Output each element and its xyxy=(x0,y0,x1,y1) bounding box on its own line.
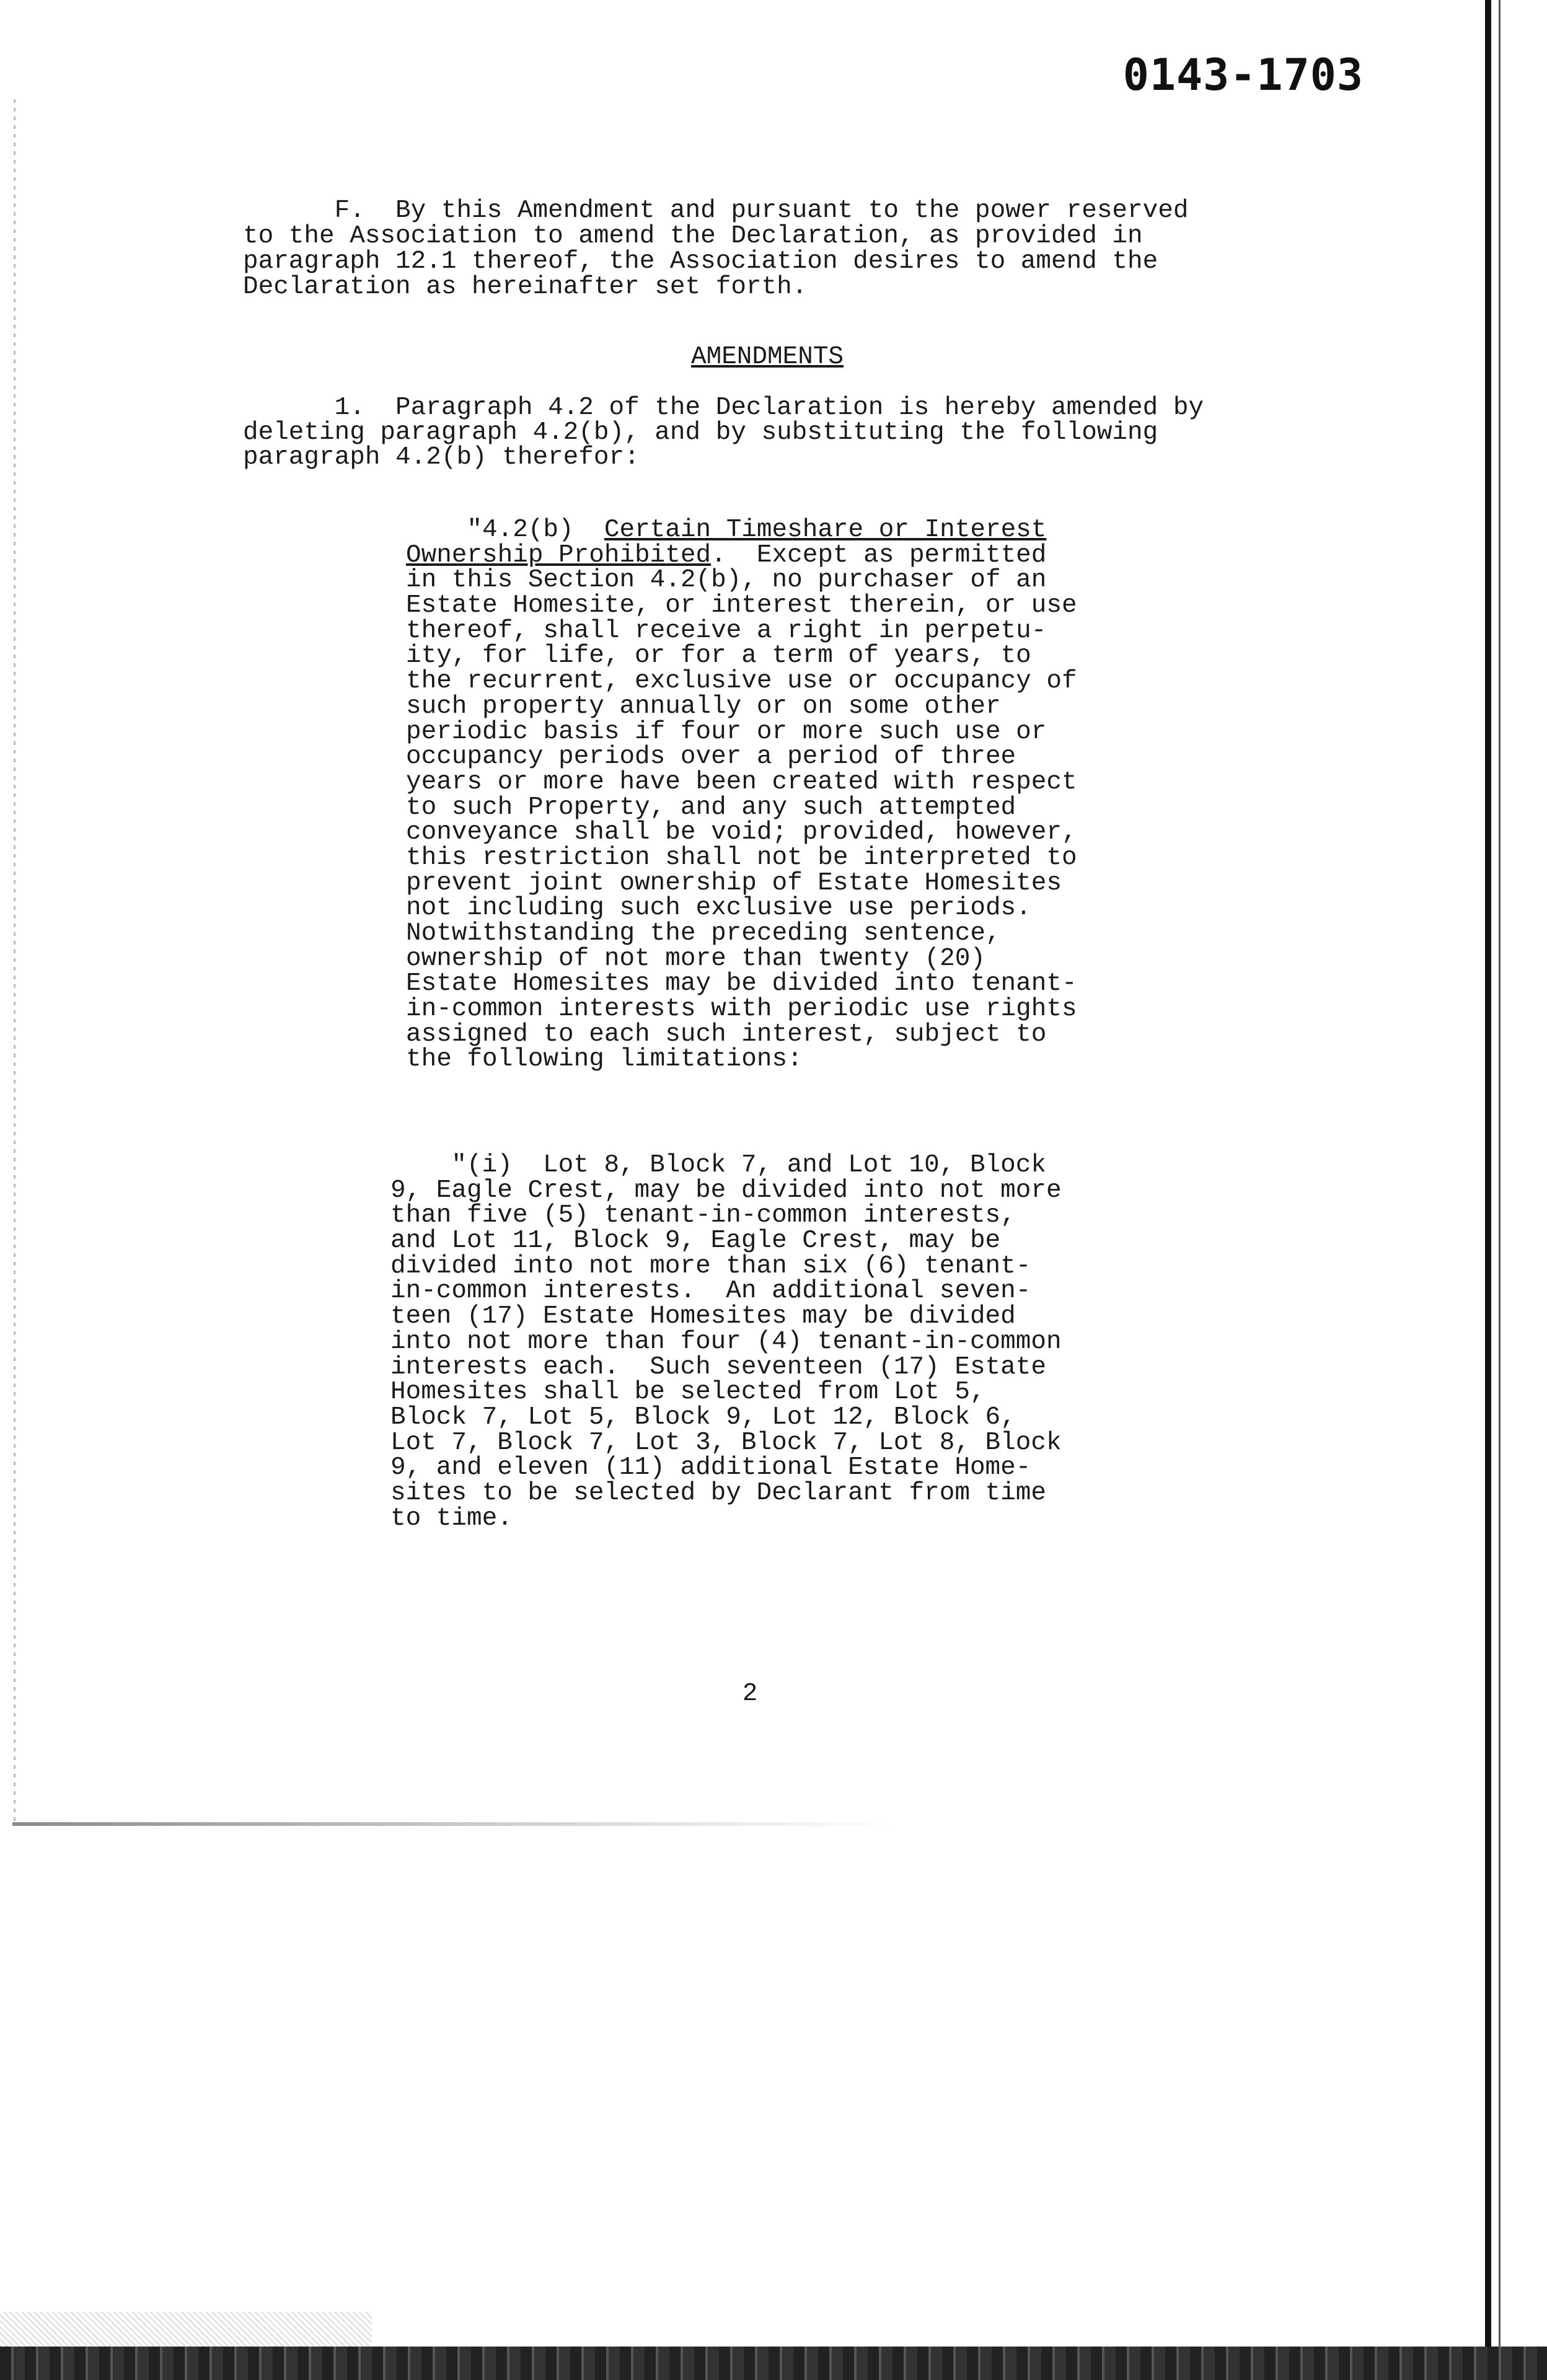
section-body-line: to such Property, and any such attempted xyxy=(406,793,1016,822)
subsection-line: Block 7, Lot 5, Block 9, Lot 12, Block 6, xyxy=(390,1403,1016,1432)
paragraph-1-line: paragraph 4.2(b) therefor: xyxy=(243,443,640,472)
section-title-part2: Ownership Prohibited xyxy=(406,540,712,570)
section-body-line: occupancy periods over a period of three xyxy=(406,743,1016,772)
paragraph-f-line: Declaration as hereinafter set forth. xyxy=(243,273,808,301)
scan-noise xyxy=(0,2312,372,2347)
page-number: 2 xyxy=(742,1680,758,1708)
paragraph-f-line: F. By this Amendment and pursuant to the power reserved xyxy=(243,196,1189,225)
section-title-line xyxy=(406,516,1150,544)
section-lead: "4.2(b) xyxy=(406,516,604,544)
scan-bottom-strip xyxy=(0,2347,1547,2380)
section-body-line: ity, for life, or for a term of years, to xyxy=(406,641,1031,671)
subsection-line: Lot 7, Block 7, Lot 3, Block 7, Lot 8, Block xyxy=(390,1428,1062,1457)
subsection-line: in-common interests. An additional seven- xyxy=(390,1277,1031,1306)
section-body-line: Notwithstanding the preceding sentence, xyxy=(406,919,1001,948)
section-body-line: Estate Homesite, or interest therein, or use xyxy=(406,591,1077,620)
subsection-line: than five (5) tenant-in-common interests, xyxy=(390,1201,1016,1230)
subsection-line: divided into not more than six (6) tenant- xyxy=(390,1251,1031,1280)
section-title-tail: . Except as permitted xyxy=(711,540,1047,570)
paragraph-f xyxy=(243,198,1284,300)
section-body-line: in-common interests with periodic use rights xyxy=(406,995,1077,1024)
section-body-line: such property annually or on some other xyxy=(406,692,1001,721)
paragraph-f-line: to the Association to amend the Declaration, as provided in xyxy=(243,222,1143,250)
scan-left-edge xyxy=(14,99,15,1822)
paragraph-f-line: paragraph 12.1 thereof, the Association desires to amend the xyxy=(243,247,1158,276)
subsection-line: to time. xyxy=(390,1504,513,1533)
scan-bottom-line xyxy=(12,1822,1488,1826)
subsection-i xyxy=(390,1151,1134,1533)
subsection-line: sites to be selected by Declarant from time xyxy=(390,1478,1046,1507)
section-4-2b-quote xyxy=(406,516,1150,1074)
section-body-line: prevent joint ownership of Estate Homesites xyxy=(406,868,1062,897)
section-body-line: conveyance shall be void; provided, however, xyxy=(406,818,1077,847)
section-body-line: in this Section 4.2(b), no purchaser of an xyxy=(406,566,1047,595)
section-body-line: the recurrent, exclusive use or occupancy of xyxy=(406,667,1077,696)
subsection-line: into not more than four (4) tenant-in-common xyxy=(390,1327,1062,1356)
subsection-line: interests each. Such seventeen (17) Estate xyxy=(390,1352,1046,1382)
scan-right-edge-inner xyxy=(1499,0,1501,2380)
section-body-line: ownership of not more than twenty (20) xyxy=(406,944,985,973)
paragraph-1 xyxy=(243,394,1309,472)
subsection-line: and Lot 11, Block 9, Eagle Crest, may be xyxy=(390,1227,1001,1256)
paragraph-1-line: 1. Paragraph 4.2 of the Declaration is hereby amended by xyxy=(243,394,1204,422)
subsection-line: teen (17) Estate Homesites may be divided xyxy=(390,1302,1016,1331)
scan-right-edge xyxy=(1485,0,1491,2380)
section-body-line: this restriction shall not be interpreted to xyxy=(406,843,1077,872)
document-number: 0143-1703 xyxy=(1122,50,1364,100)
amendments-heading: AMENDMENTS xyxy=(691,343,844,371)
section-body-line: assigned to each such interest, subject to xyxy=(406,1020,1047,1049)
subsection-line: 9, and eleven (11) additional Estate Home- xyxy=(390,1453,1031,1483)
section-body-line: Estate Homesites may be divided into tenant- xyxy=(406,969,1077,998)
subsection-line: Homesites shall be selected from Lot 5, xyxy=(390,1378,985,1407)
section-body-line: years or more have been created with respect xyxy=(406,767,1077,796)
paragraph-1-line: deleting paragraph 4.2(b), and by substituting the following xyxy=(243,418,1158,447)
section-body-line: not including such exclusive use periods. xyxy=(406,894,1031,923)
subsection-line: 9, Eagle Crest, may be divided into not more xyxy=(390,1176,1062,1205)
subsection-line: "(i) Lot 8, Block 7, and Lot 10, Block xyxy=(390,1151,1046,1179)
section-body-line: periodic basis if four or more such use or xyxy=(406,717,1047,746)
section-title-part1: Certain Timeshare or Interest xyxy=(604,516,1047,544)
section-body-line: thereof, shall receive a right in perpetu- xyxy=(406,616,1047,645)
section-body-line: the following limitations: xyxy=(406,1045,803,1074)
section-title-line xyxy=(406,540,1150,570)
